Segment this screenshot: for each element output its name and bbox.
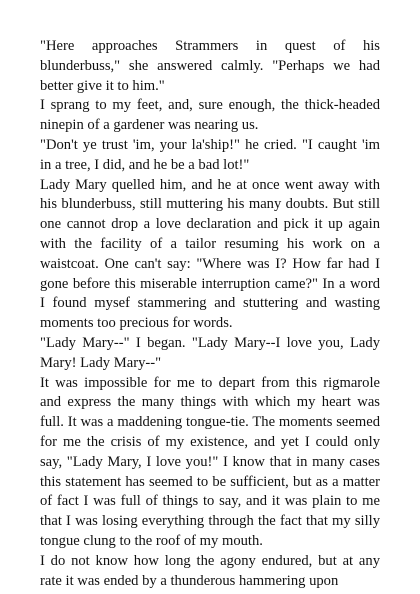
page-text: [40, 37, 380, 591]
paragraph: "Here approaches Strammers in quest of his blunderbuss," she answered calmly. "Perhaps we had better give it to him.": [40, 38, 380, 94]
paragraph: "Don't ye trust 'im, your la'ship!" he cried. "I caught 'im in a tree, I did, and he be a bad lot!": [40, 136, 380, 173]
paragraph: "Lady Mary--" I began. "Lady Mary--I love you, Lady Mary! Lady Mary--": [40, 334, 380, 371]
paragraph: I do not know how long the agony endured, but at any rate it was ended by a thunderous hammering upon: [40, 552, 380, 589]
paragraph: It was impossible for me to depart from this rigmarole and express the many things with which my heart was full. It was a maddening tongue-tie. The moments seemed for me the crisis of my existence, and yet I could only say, "Lady Mary, I love you!" I know that in many cases this statement has seemed to be sufficient, but as a matter of fact I was full of things to say, and it was plain to me that I was losing everything through the fact that my silly tongue clung to the roof of my mouth.: [40, 374, 380, 549]
paragraph: Lady Mary quelled him, and he at once went away with his blunderbuss, still muttering his many doubts. But still one cannot drop a love declaration and pick it up again with the facility of a tailor resuming his work on a waistcoat. One can't say: "Where was I? How far had I gone before this miserable interruption came?" In a word I found mysef stammering and stuttering and wasting moments too precious for words.: [40, 176, 380, 332]
paragraph: I sprang to my feet, and, sure enough, the thick-headed ninepin of a gardener was nearing us.: [40, 97, 380, 134]
